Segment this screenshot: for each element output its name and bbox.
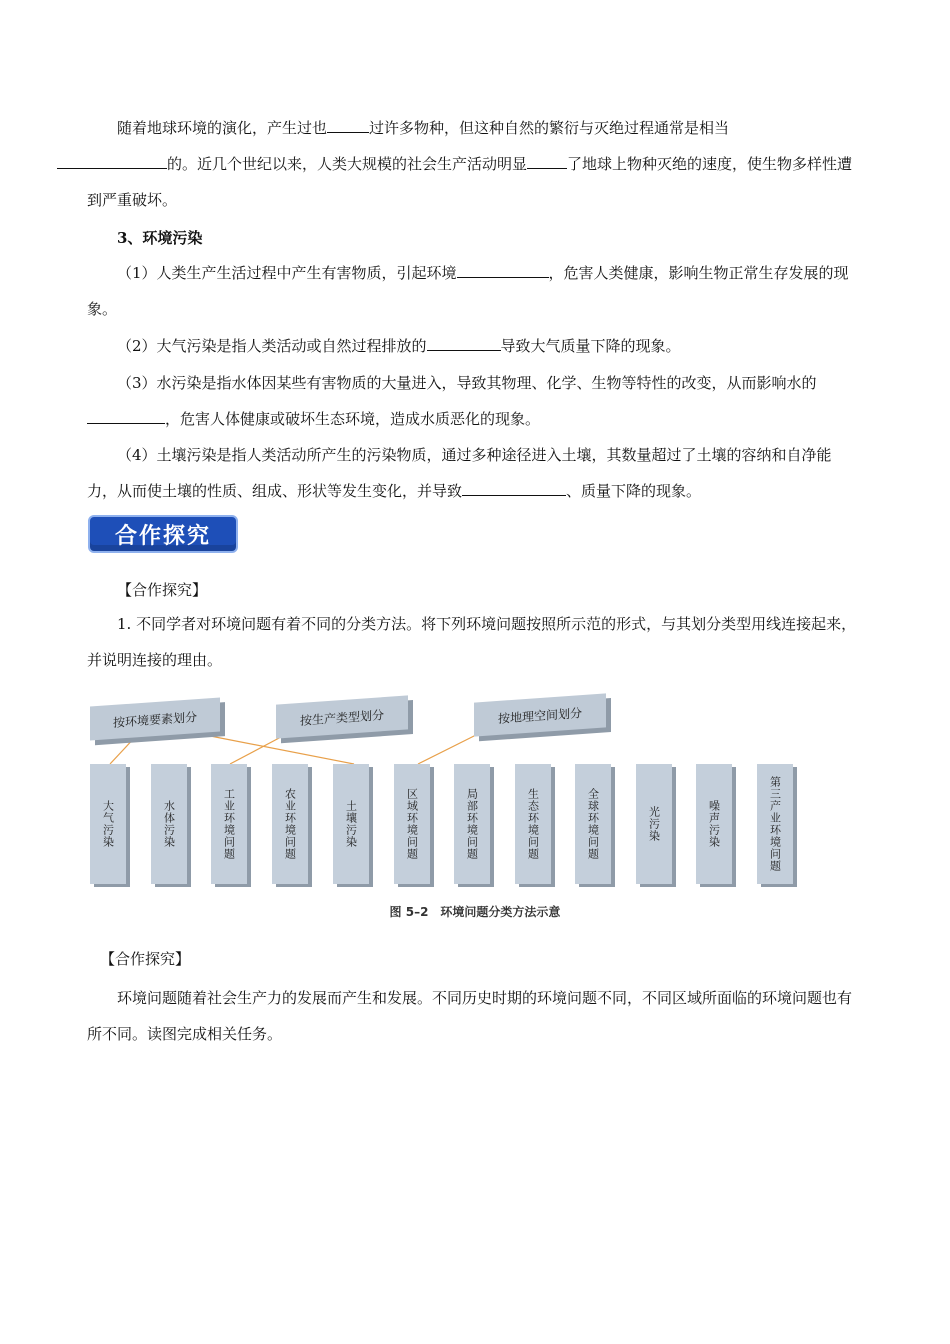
text-segment: （3）水污染是指水体因某些有害物质的大量进入，导致其物理、化学、生物等特性的改变，从而影响水的 <box>117 374 817 392</box>
figure-caption: 图 5–2 环境问题分类方法示意 <box>389 905 561 919</box>
question-1: 1. 不同学者对环境问题有着不同的分类方法。将下列环境问题按照所示范的形式，与其划分类型用线连接起来，并说明连接的理由。 <box>87 615 857 669</box>
section-title-pollution: 3、环境污染 <box>117 229 203 247</box>
text-segment: ，危害人类健康，影响生物正常生存发展的现象。 <box>87 264 849 318</box>
category-geography: 按地理空间划分 <box>474 693 606 736</box>
item-ecological: 生态环境问题 <box>515 764 551 884</box>
text-segment: 过许多物种，但这种自然的繁衍与灭绝过程通常是相当 <box>369 119 730 137</box>
category-production: 按生产类型划分 <box>276 695 408 738</box>
paragraph-final: 环境问题随着社会生产力的发展而产生和发展。不同历史时期的环境问题不同，不同区域所面临的环境问题也有所不同。读图完成相关任务。 <box>87 989 853 1043</box>
text-segment: （4）土壤污染是指人类活动所产生的污染物质，通过多种途径进入土壤，其数量超过了土壤的容纳和自净能力，从而使土壤的性质、组成、形状等发生变化，并导致 <box>87 446 832 500</box>
item-industrial: 工业环境问题 <box>211 764 247 884</box>
paragraph-species-extinction <box>87 110 860 218</box>
item-regional: 区域环境问题 <box>394 764 430 884</box>
item-light-pollution: 光污染 <box>636 764 672 884</box>
text-segment: ，危害人体健康或破坏生态环境，造成水质恶化的现象。 <box>165 410 541 428</box>
fill-blank[interactable] <box>57 154 167 169</box>
item-soil-pollution: 土壤污染 <box>333 764 369 884</box>
cooperation-banner: 合作探究 <box>88 515 238 553</box>
text-segment: 随着地球环境的演化，产生过也 <box>117 119 328 137</box>
fill-blank[interactable] <box>527 154 567 169</box>
section-label-cooperation: 【合作探究】 <box>117 581 208 599</box>
paragraph-item-4 <box>87 437 860 509</box>
item-air-pollution: 大气污染 <box>90 764 126 884</box>
fill-blank[interactable] <box>462 481 566 496</box>
text-segment: 的。近几个世纪以来，人类大规模的社会生产活动明显 <box>167 155 528 173</box>
item-tertiary: 第三产业环境问题 <box>757 764 793 884</box>
text-segment: 了地球上物种灭绝的速度，使生物多样性遭到严重破坏。 <box>87 155 853 209</box>
fill-blank[interactable] <box>327 118 369 133</box>
classification-diagram <box>88 688 863 898</box>
fill-blank[interactable] <box>457 263 549 278</box>
paragraph-item-2 <box>87 328 860 364</box>
fill-blank[interactable] <box>87 409 165 424</box>
paragraph-item-1 <box>87 255 860 327</box>
text-segment: （2）大气污染是指人类活动或自然过程排放的 <box>117 337 427 355</box>
paragraph-item-3 <box>87 365 860 437</box>
category-element: 按环境要素划分 <box>90 697 220 740</box>
fill-blank[interactable] <box>427 336 501 351</box>
item-water-pollution: 水体污染 <box>151 764 187 884</box>
item-noise-pollution: 噪声污染 <box>696 764 732 884</box>
text-segment: 导致大气质量下降的现象。 <box>500 337 681 355</box>
item-agricultural: 农业环境问题 <box>272 764 308 884</box>
item-global: 全球环境问题 <box>575 764 611 884</box>
item-local: 局部环境问题 <box>454 764 490 884</box>
text-segment: 、质量下降的现象。 <box>566 482 702 500</box>
section-label-cooperation-2: 【合作探究】 <box>100 950 191 968</box>
text-segment: （1）人类生产生活过程中产生有害物质，引起环境 <box>117 264 457 282</box>
